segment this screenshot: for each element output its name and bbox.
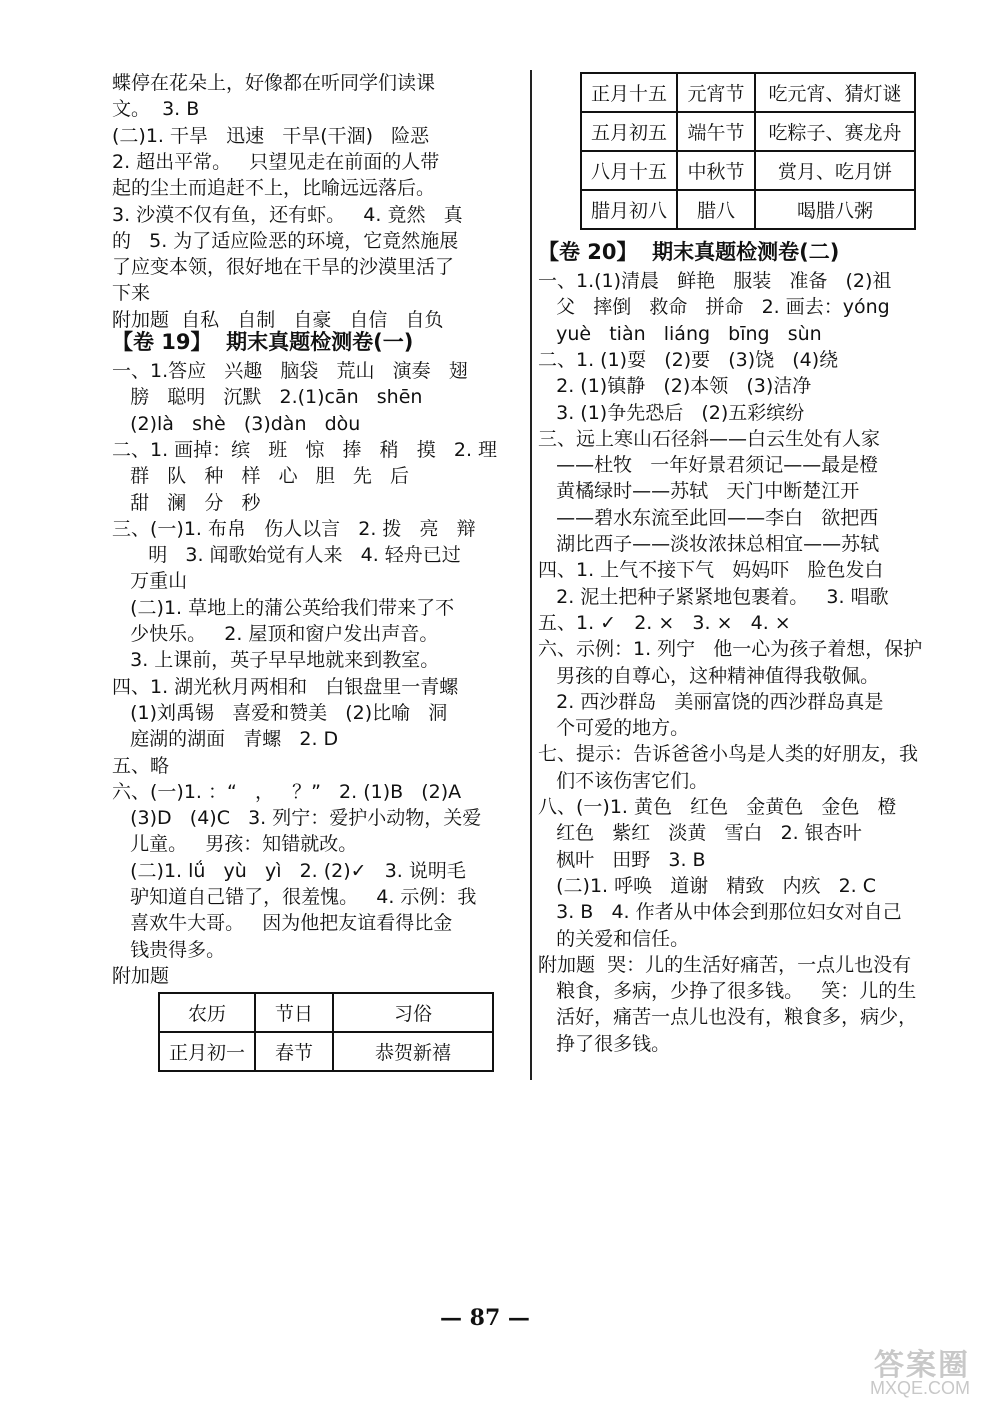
answer-line: 膀 聪明 沉默 2.(1)cān shēn	[112, 386, 423, 409]
answer-line: 2. 超出平常。 只望见走在前面的人带	[112, 150, 440, 173]
answer-line: 儿童。 男孩：知错就改。	[112, 833, 358, 856]
answer-line: 钱贵得多。	[112, 938, 226, 961]
answer-line: 个可爱的地方。	[538, 717, 690, 740]
answer-line: 附加题 自私 自制 自豪 自信 自负	[112, 308, 444, 331]
answer-line: 八、(一)1. 黄色 红色 金黄色 金色 橙	[538, 796, 897, 818]
answer-line: 3. 沙漠不仅有鱼，还有虾。 4. 竟然 真	[112, 203, 463, 226]
answer-line: 3. (1)争先恐后 (2)五彩缤纷	[538, 401, 805, 424]
answer-line: 七、提示：告诉爸爸小鸟是人类的好朋友，我	[538, 743, 919, 766]
answer-line: 活好，痛苦一点儿也没有，粮食多，病少，	[538, 1006, 918, 1029]
answer-line: 五、略	[112, 754, 170, 777]
table-cell: 八月十五	[581, 151, 677, 190]
answer-line: 六、(一)1. ：“ ， ？” 2. (1)B (2)A	[112, 780, 462, 803]
table-cell: 恭贺新禧	[333, 1032, 493, 1071]
table-row	[581, 151, 915, 190]
answer-line: ——杜牧 一年好景君须记——最是橙	[538, 454, 879, 477]
answer-line: 3. 上课前，英子早早地就来到教室。	[112, 649, 440, 672]
answer-line: 黄橘绿时——苏轼 天门中断楚江开	[538, 480, 860, 503]
table-cell: 节日	[255, 993, 333, 1032]
festival-table-left	[158, 992, 494, 1072]
table-cell: 五月初五	[581, 112, 677, 151]
answer-line: (二)1. 干旱 迅速 干旱(干涸) 险恶	[112, 124, 430, 147]
answer-line: 驴知道自己错了，很羞愧。 4. 示例：我	[112, 886, 477, 908]
table-cell: 喝腊八粥	[755, 190, 915, 229]
answer-line: (3)D (4)C 3. 列宁：爱护小动物，关爱	[112, 807, 482, 830]
festival-table-right	[580, 72, 916, 230]
answer-line: 三、远上寒山石径斜——白云生处有人家	[538, 427, 881, 450]
answer-line: 了应变本领，很好地在干旱的沙漠里活了	[112, 256, 455, 279]
answer-line: 蝶停在花朵上，好像都在听同学们读课	[112, 72, 436, 94]
table-row	[581, 112, 915, 151]
answer-line: (2)là shè (3)dàn dòu	[112, 412, 361, 435]
answer-line: 起的尘土而追赶不上，比喻远远落后。	[112, 177, 436, 200]
table-row	[159, 993, 493, 1032]
table-row	[581, 190, 915, 229]
answer-line: 二、1. 画掉：缤 班 惊 捧 稍 摸 2. 理	[112, 438, 498, 461]
answer-line: 附加题 哭：儿的生活好痛苦，一点儿也没有	[538, 953, 912, 976]
answer-line: 庭湖的湖面 青螺 2. D	[112, 728, 339, 751]
answer-line: 的关爱和信任。	[538, 927, 690, 950]
table-cell: 吃元宵、猜灯谜	[755, 73, 915, 112]
answer-line: 一、1.答应 兴趣 脑袋 荒山 演奏 翅	[112, 360, 468, 382]
table-cell: 中秋节	[677, 151, 755, 190]
answer-line: 下来	[112, 282, 151, 305]
answer-line: 2. 西沙群岛 美丽富饶的西沙群岛真是	[538, 690, 884, 713]
section-title-juan20: 【卷 20】 期末真题检测卷(二)	[538, 240, 840, 264]
column-divider	[530, 70, 532, 1080]
answer-line: 红色 紫红 淡黄 雪白 2. 银杏叶	[538, 822, 862, 845]
answer-line: 父 摔倒 救命 拼命 2. 画去：yóng	[538, 296, 890, 319]
watermark-logo: 答案圈	[874, 1349, 970, 1382]
answer-line: 枫叶 田野 3. B	[538, 848, 706, 871]
answer-line: 明 3. 闻歌始觉有人来 4. 轻舟已过	[112, 544, 461, 567]
table-cell: 腊八	[677, 190, 755, 229]
answer-line: (二)1. 草地上的蒲公英给我们带来了不	[112, 596, 455, 619]
answer-line: 喜欢牛大哥。 因为他把友谊看得比金	[112, 912, 453, 935]
table-cell: 春节	[255, 1032, 333, 1071]
answer-line: 的 5. 为了适应险恶的环境，它竟然施展	[112, 229, 459, 252]
answer-line: 们不该伤害它们。	[538, 769, 709, 792]
answer-line: 粮食，多病，少挣了很多钱。 笑：儿的生	[538, 980, 917, 1003]
answer-line: ——碧水东流至此回——李白 欲把西	[538, 506, 879, 529]
table-row	[159, 1032, 493, 1071]
table-cell: 端午节	[677, 112, 755, 151]
answer-line: (二)1. 呼唤 道谢 精致 内疚 2. C	[538, 874, 877, 897]
page-number: — 87 —	[440, 1305, 530, 1331]
table-cell: 腊月初八	[581, 190, 677, 229]
answer-line: 3. B 4. 作者从中体会到那位妇女对自己	[538, 901, 902, 924]
table-cell: 元宵节	[677, 73, 755, 112]
answer-line: 挣了很多钱。	[538, 1032, 671, 1055]
section-title-juan19: 【卷 19】 期末真题检测卷(一)	[112, 330, 414, 354]
answer-line: (二)1. lǘ yù yì 2. (2)✓ 3. 说明毛	[112, 859, 466, 882]
answer-line: 甜 澜 分 秒	[112, 491, 261, 514]
table-cell: 赏月、吃月饼	[755, 151, 915, 190]
answer-line: 三、(一)1. 布帛 伤人以言 2. 拨 亮 辩	[112, 517, 476, 540]
table-row	[581, 73, 915, 112]
answer-line: (1)刘禹锡 喜爱和赞美 (2)比喻 洞	[112, 701, 448, 724]
answer-line: 六、示例：1. 列宁 他一心为孩子着想，保护	[538, 638, 923, 661]
answer-line: 附加题	[112, 964, 170, 987]
table-cell: 吃粽子、赛龙舟	[755, 112, 915, 151]
table-cell: 正月初一	[159, 1032, 255, 1071]
answer-line: 2. 泥土把种子紧紧地包裹着。 3. 唱歌	[538, 585, 889, 608]
answer-line: 2. (1)镇静 (2)本领 (3)洁净	[538, 375, 812, 398]
answer-line: yuè tiàn liáng bīng sùn	[538, 322, 822, 345]
answer-line: 四、1. 湖光秋月两相和 白银盘里一青螺	[112, 675, 459, 698]
table-cell: 正月十五	[581, 73, 677, 112]
table-cell: 习俗	[333, 993, 493, 1032]
answer-line: 湖比西子——淡妆浓抹总相宜——苏轼	[538, 533, 880, 555]
answer-line: 五、1. ✓ 2. × 3. × 4. ×	[538, 611, 791, 634]
answer-line: 少快乐。 2. 屋顶和窗户发出声音。	[112, 623, 439, 645]
answer-line: 二、1. (1)耍 (2)要 (3)饶 (4)绕	[538, 348, 839, 371]
answer-line: 群 队 种 样 心 胆 先 后	[112, 465, 409, 488]
table-cell: 农历	[159, 993, 255, 1032]
answer-line: 一、1.(1)清晨 鲜艳 服装 准备 (2)祖	[538, 270, 892, 292]
watermark-url: MXQE.COM	[869, 1378, 970, 1398]
answer-line: 万重山	[112, 570, 188, 593]
answer-line: 文。 3. B	[112, 98, 200, 121]
answer-line: 四、1. 上气不接下气 妈妈吓 脸色发白	[538, 559, 884, 582]
answer-line: 男孩的自尊心，这种精神值得我敬佩。	[538, 664, 880, 687]
